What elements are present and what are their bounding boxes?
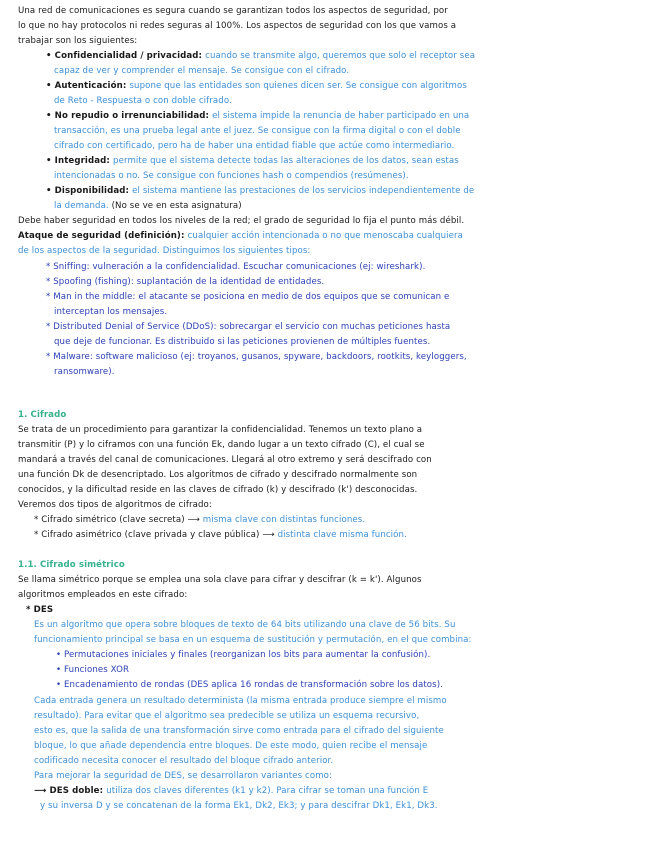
text-line: intencionadas o no. Se consigue con funciones hash o compendios (resúmenes).: [54, 171, 409, 181]
attack-item: * Man in the middle: el atacante se posiciona en medio de dos equipos que se comunican e: [46, 292, 450, 302]
section-heading: 1.1. Cifrado simétrico: [18, 560, 125, 570]
text-line: transacción, es una prueba legal ante el juez. Se consigue con la firma digital o con el doble: [54, 126, 461, 136]
text-line: conocidos, y la dificultad reside en las claves de cifrado (k) y descifrado (k') desconocidas.: [18, 485, 418, 495]
text-line: codificado necesita conocer el resultado del bloque cifrado anterior.: [34, 756, 334, 766]
aspect-item: • Confidencialidad / privacidad: cuando se transmite algo, queremos que solo el receptor sea: [46, 51, 476, 61]
text-line: cifrado con certificado, pero ha de haber una entidad fiable que actúe como intermediario.: [54, 141, 455, 151]
text-line: Ataque de seguridad (definición): cualquier acción intencionada o no que menoscaba cualquiera: [18, 231, 464, 241]
text-line: funcionamiento principal se basa en un esquema de sustitución y permutación, en el que combina:: [34, 635, 472, 645]
text-line: Es un algoritmo que opera sobre bloques de texto de 64 bits utilizando una clave de 56 bits. Su: [34, 620, 456, 630]
aspect-item: • Integridad: permite que el sistema detecte todas las alteraciones de los datos, sean estas: [46, 156, 459, 166]
text-line: interceptan los mensajes.: [54, 307, 168, 317]
text-line: trabajar son los siguientes:: [18, 36, 138, 46]
text-line: bloque, lo que añade dependencia entre bloques. De este modo, quien recibe el mensaje: [34, 741, 428, 751]
text-line: y su inversa D y se concatenan de la forma Ek1, Dk2, Ek3; y para descifrar Dk1, Ek1, Dk3.: [40, 801, 438, 811]
attack-item: * Malware: software malicioso (ej: troyanos, gusanos, spyware, backdoors, rootkits, keyloggers,: [46, 352, 467, 362]
aspect-item: • Autenticación: supone que las entidades son quienes dicen ser. Se consigue con algoritmos: [46, 81, 467, 91]
cipher-type-item: * Cifrado asimétrico (clave privada y clave pública) ⟶ distinta clave misma función.: [34, 530, 407, 540]
attack-item: * Sniffing: vulneración a la confidencialidad. Escuchar comunicaciones (ej: wireshark).: [46, 262, 426, 272]
text-line: esto es, que la salida de una transformación sirve como entrada para el cifrado del siguiente: [34, 726, 444, 736]
text-line: resultado). Para evitar que el algoritmo sea predecible se utiliza un esquema recursivo,: [34, 711, 420, 721]
text-line: algoritmos empleados en este cifrado:: [18, 590, 188, 600]
text-line: de los aspectos de la seguridad. Distinguimos los siguientes tipos:: [18, 246, 311, 256]
text-line: Debe haber seguridad en todos los niveles de la red; el grado de seguridad lo fija el punto más débil.: [18, 216, 465, 226]
text-line: Cada entrada genera un resultado determinista (la misma entrada produce siempre el mismo: [34, 696, 447, 706]
text-line: Para mejorar la seguridad de DES, se desarrollaron variantes como:: [34, 771, 333, 781]
attack-item: * Distributed Denial of Service (DDoS): sobrecargar el servicio con muchas peticiones hasta: [46, 322, 451, 332]
text-line: Se llama simétrico porque se emplea una sola clave para cifrar y descifrar (k = k'). Algunos: [18, 575, 422, 585]
text-line: que deje de funcionar. Es distribuido si las peticiones provienen de múltiples fuentes.: [54, 337, 431, 347]
text-line: ransomware).: [54, 367, 115, 377]
section-heading: 1. Cifrado: [18, 410, 67, 420]
text-line: capaz de ver y comprender el mensaje. Se consigue con el cifrado.: [54, 66, 350, 76]
text-line: la demanda. (No se ve en esta asignatura): [54, 201, 242, 211]
cipher-type-item: * Cifrado simétrico (clave secreta) ⟶ misma clave con distintas funciones.: [34, 515, 366, 525]
des-feature-item: • Funciones XOR: [56, 665, 130, 675]
text-line: mandará a través del canal de comunicaciones. Llegará al otro extremo y será descifrado con: [18, 455, 432, 465]
text-line: Una red de comunicaciones es segura cuando se garantizan todos los aspectos de seguridad, por: [18, 6, 448, 16]
des-feature-item: • Encadenamiento de rondas (DES aplica 16 rondas de transformación sobre los datos).: [56, 680, 444, 690]
des-feature-item: • Permutaciones iniciales y finales (reorganizan los bits para aumentar la confusión).: [56, 650, 431, 660]
aspect-item: • Disponibilidad: el sistema mantiene las prestaciones de los servicios independientemente de: [46, 186, 475, 196]
text-line: * DES: [26, 605, 54, 615]
text-line: una función Dk de desencriptado. Los algoritmos de cifrado y descifrado normalmente son: [18, 470, 418, 480]
text-line: transmitir (P) y lo ciframos con una función Ek, dando lugar a un texto cifrado (C), el cual se: [18, 440, 425, 450]
des-variant-item: ⟶ DES doble: utiliza dos claves diferentes (k1 y k2). Para cifrar se toman una función E: [34, 786, 429, 796]
text-line: Se trata de un procedimiento para garantizar la confidencialidad. Tenemos un texto plano a: [18, 425, 423, 435]
text-line: Veremos dos tipos de algoritmos de cifrado:: [18, 500, 212, 510]
aspect-item: • No repudio o irrenunciabilidad: el sistema impide la renuncia de haber participado en una: [46, 111, 470, 121]
text-line: lo que no hay protocolos ni redes seguras al 100%. Los aspectos de seguridad con los que vamos a: [18, 21, 457, 31]
attack-item: * Spoofing (fishing): suplantación de la identidad de entidades.: [46, 277, 325, 287]
text-line: de Reto - Respuesta o con doble cifrado.: [54, 96, 232, 106]
